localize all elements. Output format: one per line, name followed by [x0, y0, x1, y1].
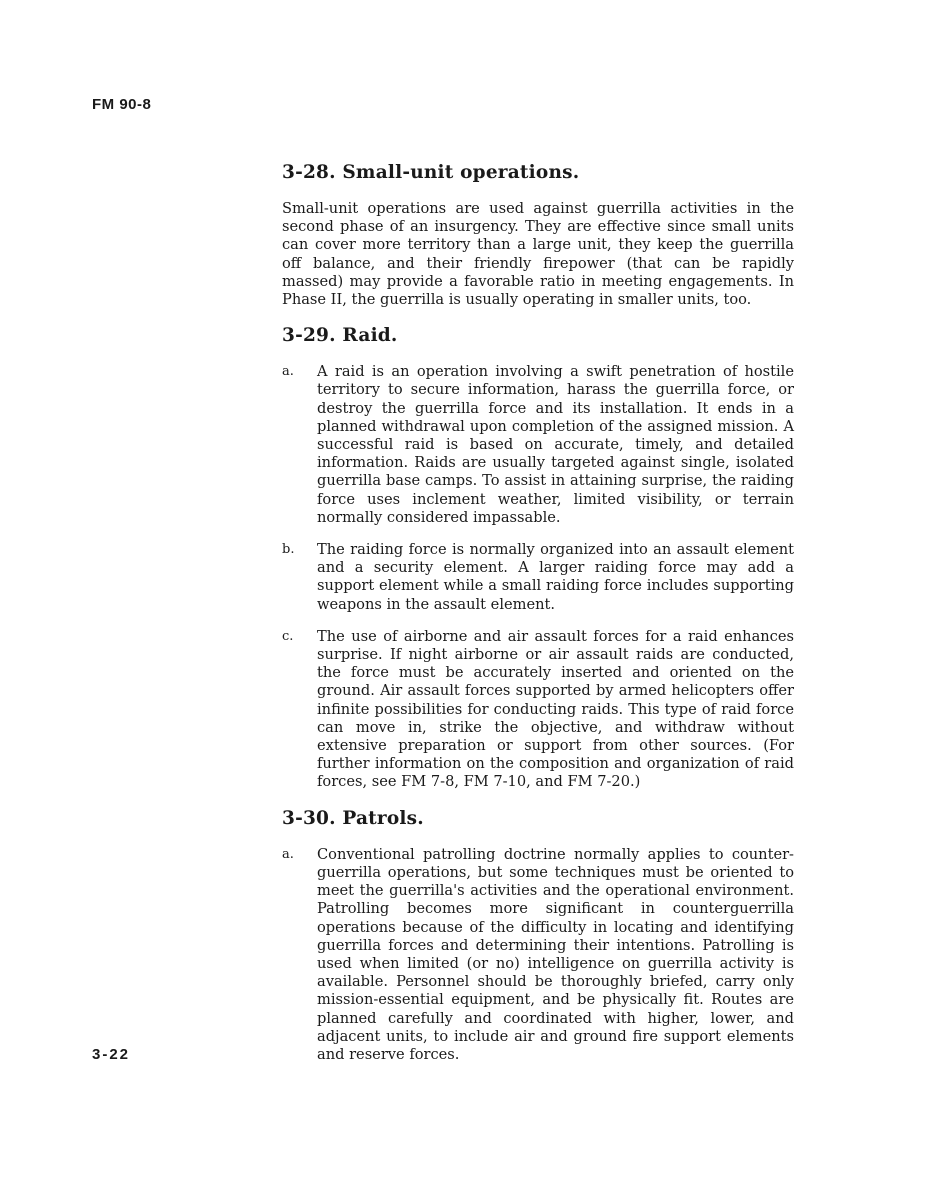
list-item [282, 628, 794, 792]
section-3-28 [282, 160, 794, 309]
section-heading: 3-30. Patrols. [282, 807, 424, 829]
list-marker: a. [282, 846, 294, 862]
section-paragraph: Small-unit operations are used against guerrilla activities in the second phase of an insurgency. They are effective since small units can cover more territory than a large unit, they keep the guerrilla off balance, and their friendly firepower (that can be rapidly massed) may provide a favorable ratio in meeting engagements. In Phase II, the guerrilla is usually operating in smaller units, too. [282, 200, 794, 309]
list-item-text: The use of airborne and air assault forces for a raid enhances surprise. If night airborne or air assault raids are conducted, the force must be accurately inserted and oriented on the ground. Air assault forces supported by armed helicopters offer infinite possibilities for conducting raids. This type of raid force can move in, strike the objective, and withdraw without extensive preparation or support from other sources. (For further information on the composition and organization of raid forces, see FM 7-8, FM 7-10, and FM 7-20.) [317, 627, 794, 791]
list-item [282, 363, 794, 527]
list-item [282, 846, 794, 1064]
page-number-footer: 3-22 [92, 1046, 131, 1063]
list-item-text: A raid is an operation involving a swift penetration of hostile territory to secure information, harass the guerrilla force, or destroy the guerrilla force and its installation. It ends in a planned withdrawal upon completion of the assigned mission. A successful raid is based on accurate, timely, and detailed information. Raids are usually targeted against single, isolated guerrilla base camps. To assist in attaining surprise, the raiding force uses inclement weather, limited visibility, or terrain normally considered impassable. [317, 363, 794, 526]
document-id-header: FM 90-8 [92, 96, 152, 113]
list-marker: a. [282, 364, 294, 380]
section-heading: 3-29. Raid. [282, 325, 398, 347]
list-item-text: The raiding force is normally organized into an assault element and a security element. A larger raiding force may add a support element while a small raiding force includes supporting weapons in the assault element. [317, 541, 794, 613]
section-3-29 [282, 323, 794, 791]
list-marker: c. [282, 628, 294, 644]
list-item [282, 541, 794, 614]
page-content [282, 160, 794, 1078]
section-heading: 3-28. Small-unit operations. [282, 162, 580, 183]
list-item-text: Conventional patrolling doctrine normally applies to counter-guerrilla operations, but some techniques must be oriented to meet the guerrilla's activities and the operational environment. Patrolling becomes more significant in counterguerrilla operations because of the difficulty in locating and identifying guerrilla forces and determining their intentions. Patrolling is used when limited (or no) intelligence on guerrilla activity is available. Personnel should be thoroughly briefed, carry only mission-essential equipment, and be physically fit. Routes are planned carefully and coordinated with higher, lower, and adjacent units, to include air and ground fire support elements and reserve forces. [317, 845, 794, 1063]
section-3-30 [282, 806, 794, 1064]
list-marker: b. [282, 542, 295, 558]
